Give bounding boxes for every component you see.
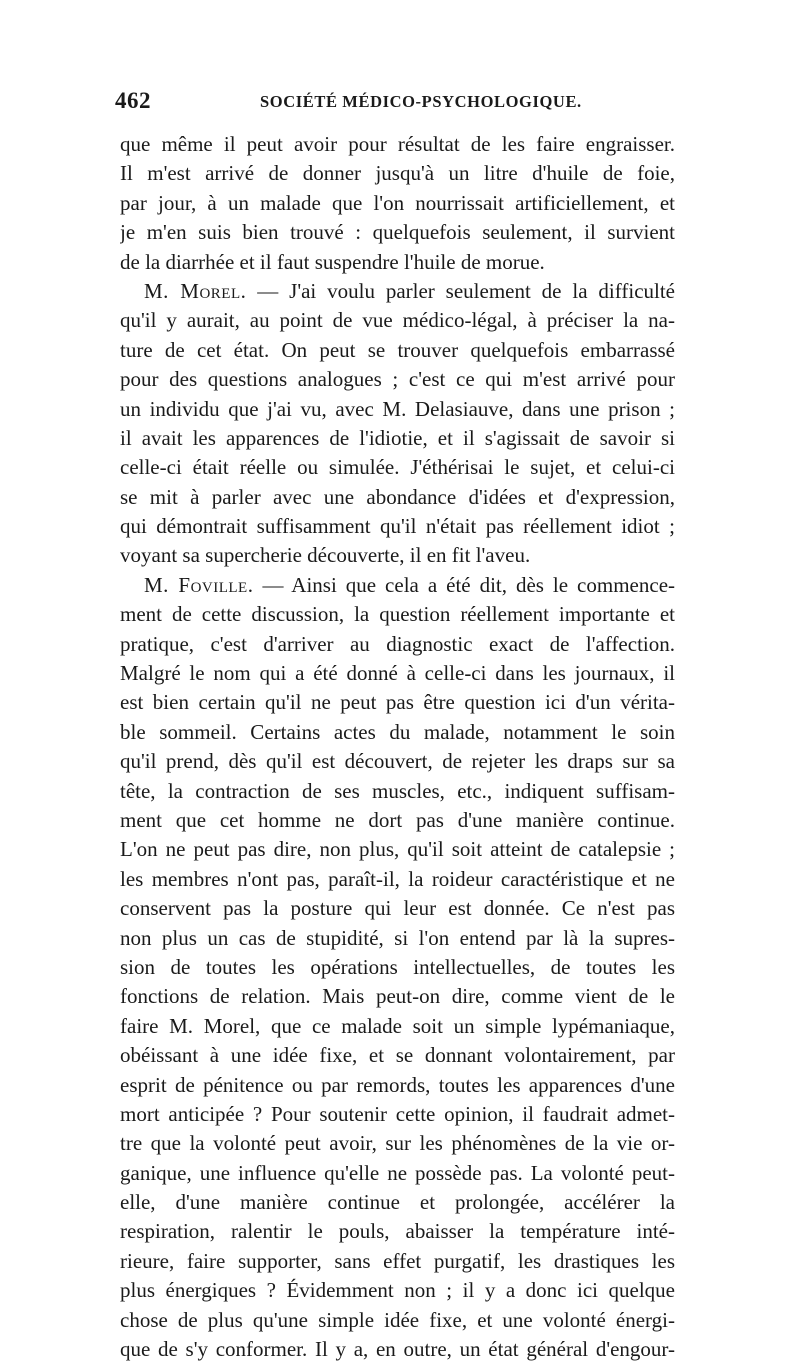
text-line: un individu que j'ai vu, avec M. Delasiauve, dans une prison ; (120, 396, 675, 421)
text-line: il avait les apparences de l'idiotie, et il s'agissait de savoir si (120, 425, 675, 450)
text-line: fonctions de relation. Mais peut-on dire, comme vient de le (120, 984, 675, 1009)
page-header (115, 88, 675, 118)
text-line: ble sommeil. Certains actes du malade, notamment le soin (120, 719, 675, 744)
text-line: se mit à parler avec une abondance d'idées et d'expression, (120, 484, 675, 509)
speaker-name-morel: M. Morel. (144, 278, 247, 303)
text-line: tête, la contraction de ses muscles, etc., indiquent suffisam- (120, 778, 675, 803)
text-line: elle, d'une manière continue et prolongée, accélérer la (120, 1190, 675, 1215)
text-line: celle-ci était réelle ou simulée. J'éthérisai le sujet, et celui-ci (120, 455, 675, 480)
text-line: chose de plus qu'une simple idée fixe, et une volonté énergi- (120, 1307, 675, 1332)
text-line: qu'il prend, dès qu'il est découvert, de rejeter les draps sur sa (120, 749, 675, 774)
text-line: qu'il y aurait, au point de vue médico-légal, à préciser la na- (120, 308, 675, 333)
text-line: qui démontrait suffisamment qu'il n'était pas réellement idiot ; (120, 514, 675, 539)
text-line: les membres n'ont pas, paraît-il, la roideur caractéristique et ne (120, 866, 675, 891)
text-line: tre que la volonté peut avoir, sur les phénomènes de la vie or- (120, 1131, 675, 1156)
running-title: SOCIÉTÉ MÉDICO-PSYCHOLOGIQUE. (260, 92, 582, 111)
text-line: ture de cet état. On peut se trouver quelquefois embarrassé (120, 337, 675, 362)
text-line: ganique, une influence qu'elle ne possède pas. La volonté peut- (120, 1160, 675, 1185)
text-line: est bien certain qu'il ne peut pas être question ici d'un vérita- (120, 690, 675, 715)
speaker-text-morel: — J'ai voulu parler seulement de la difficulté (246, 278, 675, 303)
text-line: que de s'y conformer. Il y a, en outre, un état général d'engour- (120, 1337, 675, 1362)
text-line: sion de toutes les opérations intellectuelles, de toutes les (120, 954, 675, 979)
text-line: L'on ne peut pas dire, non plus, qu'il soit atteint de catalepsie ; (120, 837, 675, 862)
text-line: que même il peut avoir pour résultat de les faire engraisser. (120, 132, 675, 156)
text-line: pour des questions analogues ; c'est ce qui m'est arrivé pour (120, 367, 675, 392)
text-line: rieure, faire supporter, sans effet purgatif, les drastiques les (120, 1248, 675, 1273)
text-line: ment que cet homme ne dort pas d'une manière continue. (120, 807, 675, 832)
text-line: Malgré le nom qui a été donné à celle-ci dans les journaux, il (120, 661, 675, 686)
text-line: non plus un cas de stupidité, si l'on entend par là la supres- (120, 925, 675, 950)
text-line: mort anticipée ? Pour soutenir cette opinion, il faudrait admet- (120, 1101, 675, 1126)
speaker-text-foville: — Ainsi que cela a été dit, dès le commence- (253, 572, 675, 597)
text-line: conservent pas la posture qui leur est donnée. Ce n'est pas (120, 896, 675, 921)
text-line: je m'en suis bien trouvé : quelquefois seulement, il survient (120, 220, 675, 245)
text-line: faire M. Morel, que ce malade soit un simple lypémaniaque, (120, 1013, 675, 1038)
text-line: de la diarrhée et il faut suspendre l'huile de morue. (120, 249, 545, 274)
text-line: par jour, à un malade que l'on nourrissait artificiellement, et (120, 190, 675, 215)
text-line: voyant sa supercherie découverte, il en fit l'aveu. (120, 543, 531, 568)
text-line: Il m'est arrivé de donner jusqu'à un litre d'huile de foie, (120, 161, 675, 186)
speaker-line-foville (120, 571, 675, 600)
text-line: obéissant à une idée fixe, et se donnant volontairement, par (120, 1043, 675, 1068)
body-text (120, 130, 675, 1364)
speaker-line-morel (120, 277, 675, 306)
text-line: esprit de pénitence ou par remords, toutes les apparences d'une (120, 1072, 675, 1097)
text-line: respiration, ralentir le pouls, abaisser la température inté- (120, 1219, 675, 1244)
page-number: 462 (115, 88, 151, 113)
text-line: ment de cette discussion, la question réellement importante et (120, 602, 675, 627)
text-line: plus énergiques ? Évidemment non ; il y a donc ici quelque (120, 1278, 675, 1303)
speaker-name-foville: M. Foville. (144, 572, 254, 597)
text-line: pratique, c'est d'arriver au diagnostic exact de l'affection. (120, 631, 675, 656)
